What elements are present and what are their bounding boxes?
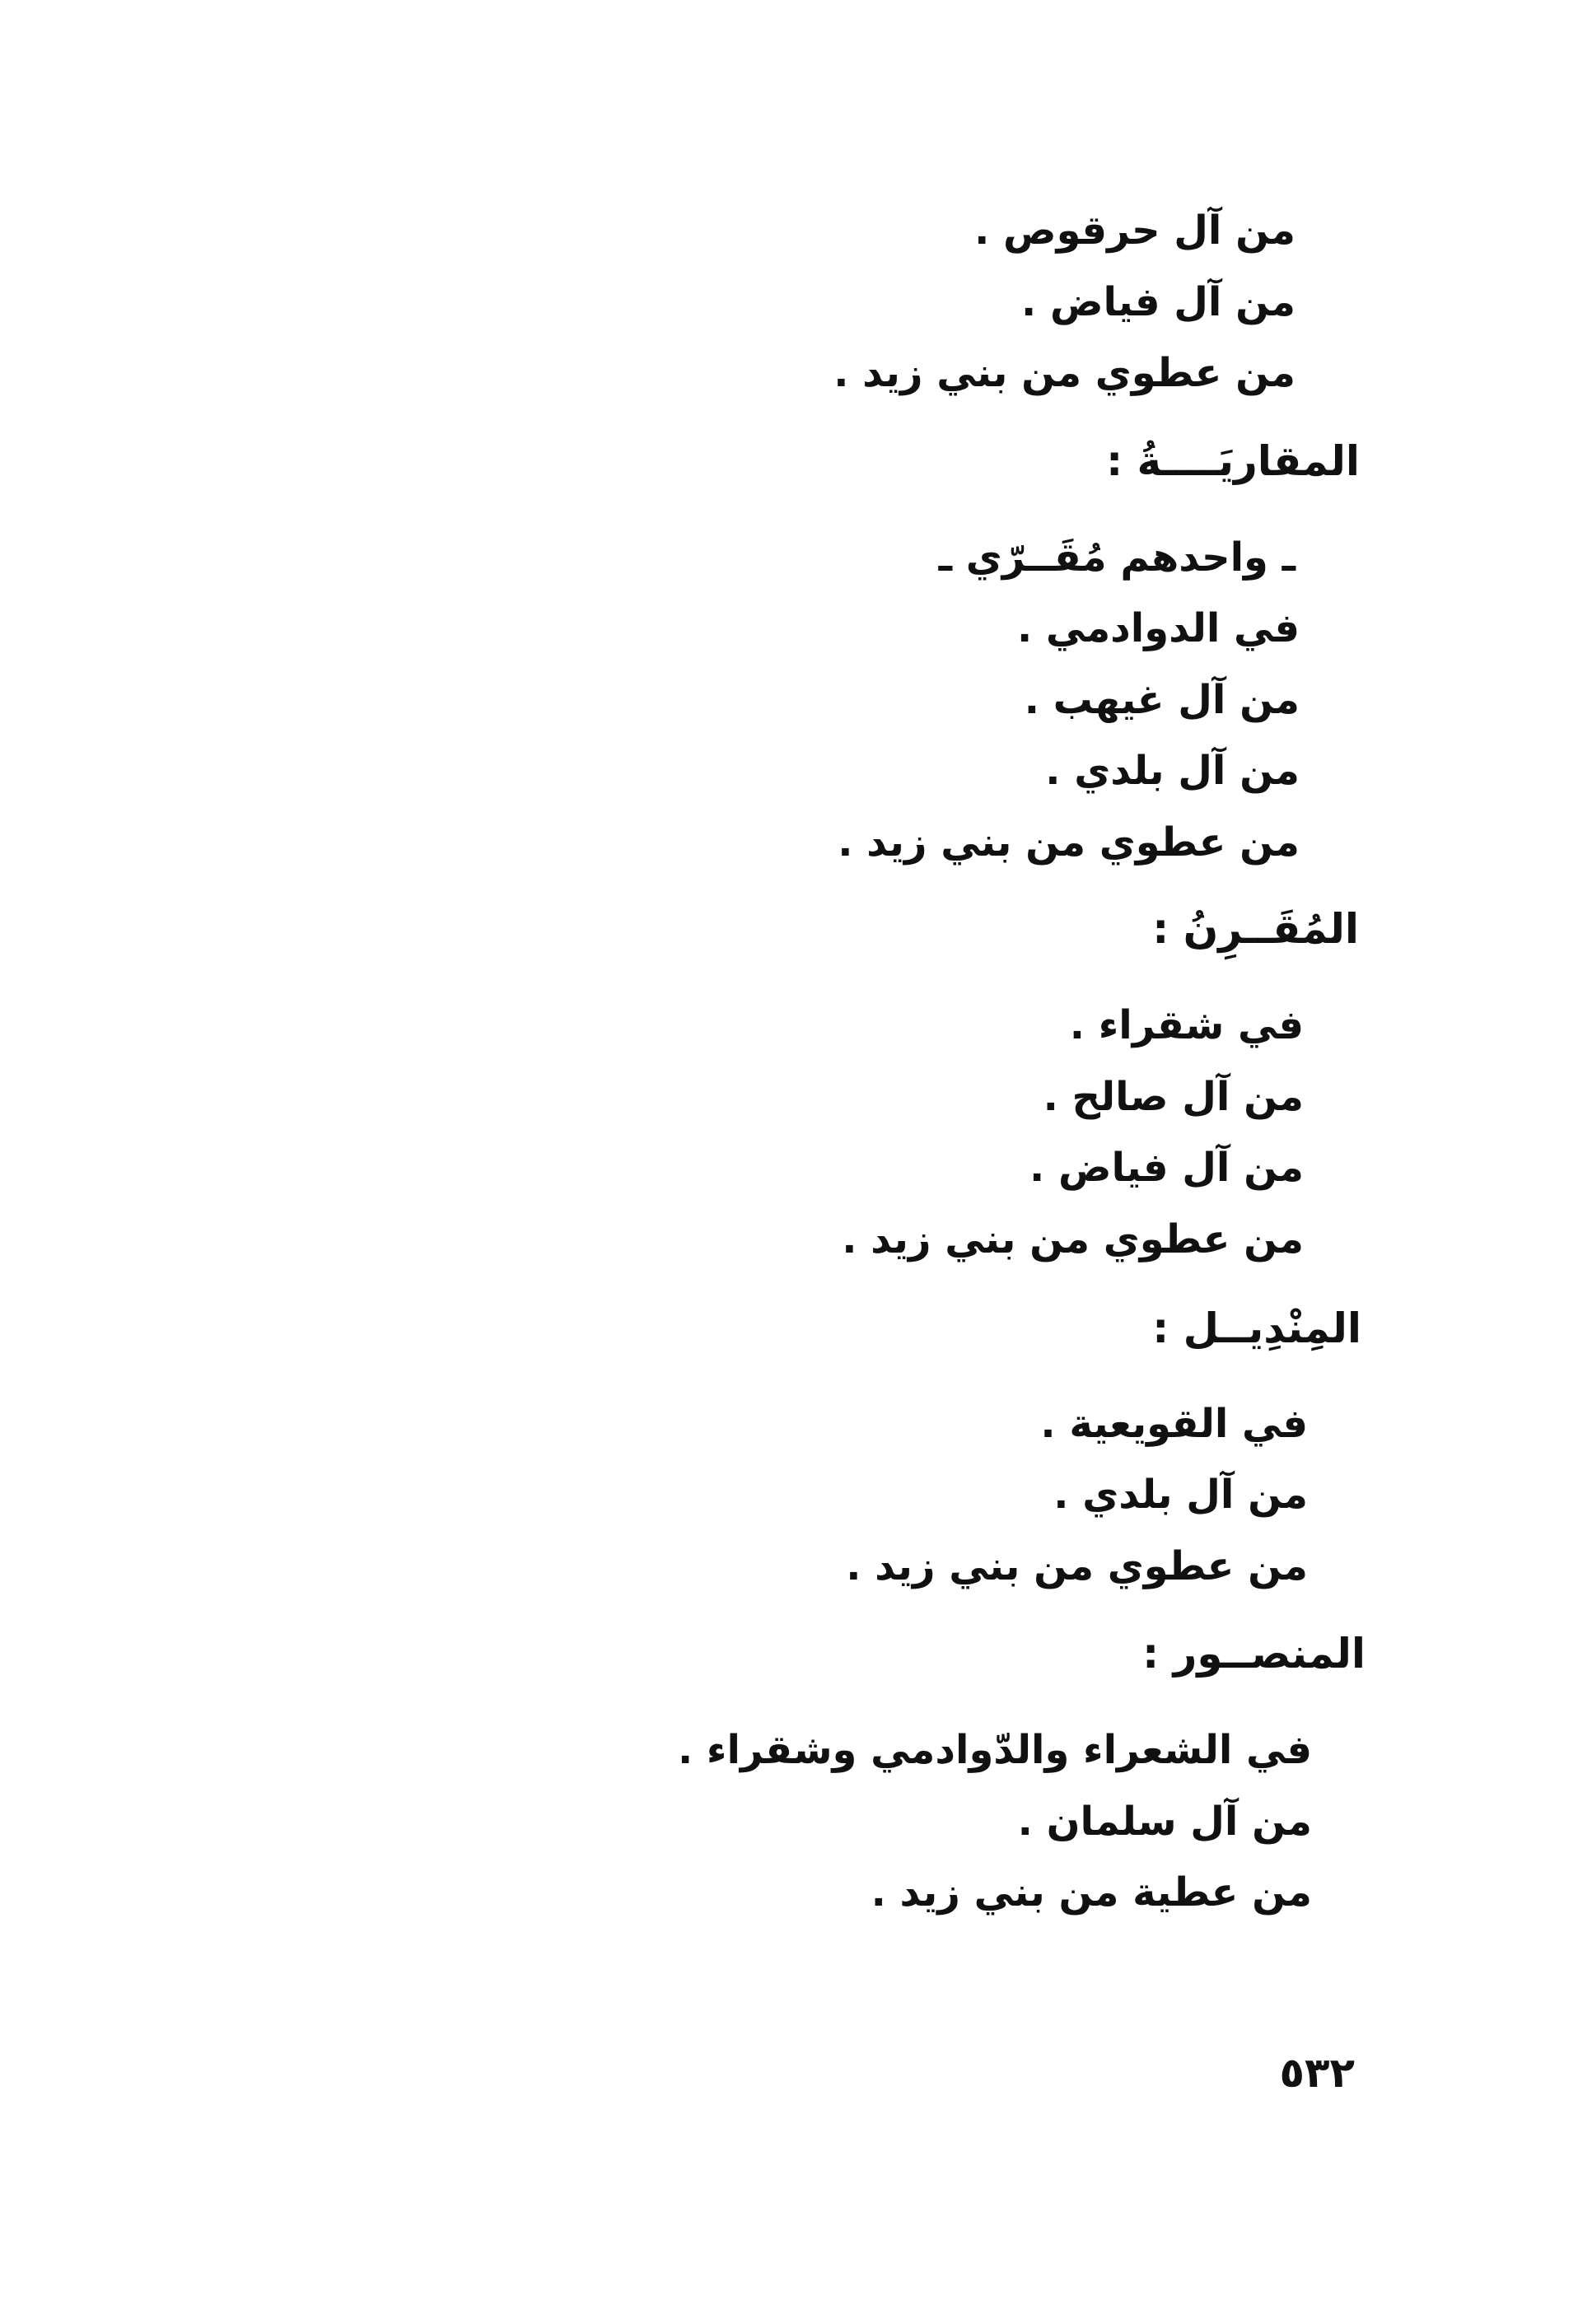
section-heading: المِنْدِيــل :	[1152, 1304, 1361, 1352]
text-line: من آل فياض .	[1029, 1145, 1304, 1191]
text-line: من عطوي من بني زيد .	[833, 350, 1296, 396]
text-line: من عطية من بني زيد .	[871, 1869, 1312, 1916]
text-line: من آل فياض .	[1021, 279, 1296, 325]
text-line: من عطوي من بني زيد .	[846, 1543, 1308, 1589]
section-heading: المنصــور :	[1142, 1630, 1366, 1678]
text-line: من آل صالح .	[1043, 1074, 1304, 1120]
text-line: من آل حرقوص .	[974, 208, 1296, 254]
section-heading: المقاريَــــةُ :	[1106, 437, 1360, 485]
text-line: من عطوي من بني زيد .	[842, 1216, 1304, 1262]
page-number: ٥٣٢	[1279, 2049, 1355, 2097]
text-line: من آل بلدي .	[1045, 748, 1300, 794]
text-line: في شقراء .	[1069, 1002, 1304, 1048]
text-line: من آل غيهب .	[1024, 677, 1300, 723]
text-line: من آل بلدي .	[1053, 1472, 1308, 1518]
text-line: في الدوادمي .	[1016, 605, 1300, 651]
section-heading: المُقَــرِنُ :	[1152, 905, 1359, 953]
text-line: من عطوي من بني زيد .	[838, 819, 1300, 866]
text-line: في القويعية .	[1040, 1401, 1308, 1447]
text-line: في الشعراء والدّوادمي وشقراء .	[677, 1727, 1312, 1773]
text-line: ـ واحدهم مُقَــرّي ـ	[938, 534, 1296, 581]
text-line: من آل سلمان .	[1017, 1799, 1312, 1845]
